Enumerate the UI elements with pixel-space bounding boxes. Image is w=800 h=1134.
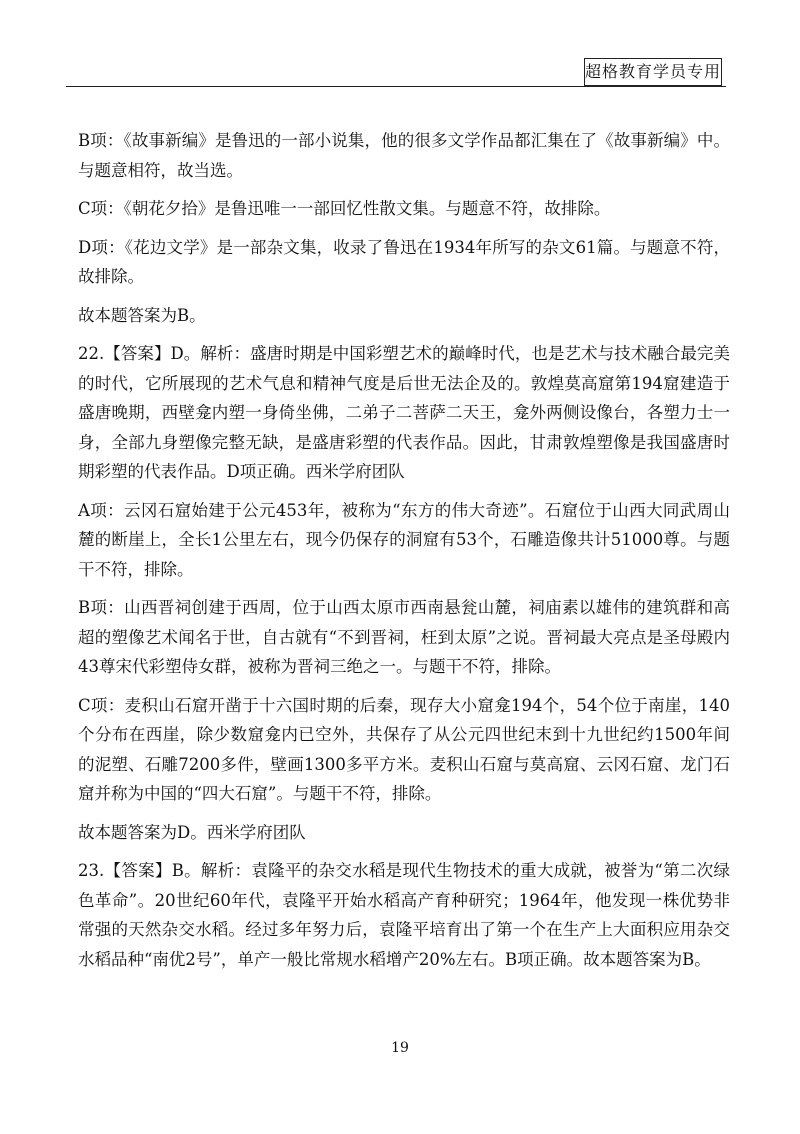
paragraph-c-option-maiji: C项：麦积山石窟开凿于十六国时期的后秦，现存大小窟龛194个，54个位于南崖，140个分布在西崖，除少数窟龛内已空外，共保存了从公元四世纪末到十九世纪约1500年间的泥塑、石雕7200多件，壁画1300多平方米。麦积山石窟与莫高窟、云冈石窟、龙门石窟并称为中国的“四大石窟”。与题干不符，排除。 <box>78 695 730 803</box>
header-rule <box>66 86 726 87</box>
paragraph-question-22: 22.【答案】D。解析：盛唐时期是中国彩塑艺术的巅峰时代，也是艺术与技术融合最完美的时代，它所展现的艺术气息和精神气度是后世无法企及的。敦煌莫高窟第194窟建造于盛唐晚期，西壁龛内塑一身倚坐佛，二弟子二菩萨二天王，龛外两侧设像台，各塑力士一身，全部九身塑像完整无缺，是盛唐彩塑的代表作品。因此，甘肃敦煌塑像是我国盛唐时期彩塑的代表作品。D项正确。西米学府团队 <box>78 344 730 481</box>
paragraph-b-option-gushi: B项：《故事新编》是鲁迅的一部小说集，他的很多文学作品都汇集在了《故事新编》中。与题意相符，故当选。 <box>78 131 730 180</box>
paragraph-d-option-huabian: D项：《花边文学》是一部杂文集，收录了鲁迅在1934年所写的杂文61篇。与题意不符，故排除。 <box>78 237 730 286</box>
paragraph-answer-22: 故本题答案为D。西米学府团队 <box>78 822 306 842</box>
header-label: 超格教育学员专用 <box>584 58 722 86</box>
document-body <box>78 126 730 983</box>
paragraph-answer-21: 故本题答案为B。 <box>78 305 206 325</box>
paragraph-c-option-zhaohua: C项：《朝花夕拾》是鲁迅唯一一部回忆性散文集。与题意不符，故排除。 <box>78 199 611 218</box>
paragraph-question-23: 23.【答案】B。解析：袁隆平的杂交水稻是现代生物技术的重大成就，被誉为“第二次绿色革命”。20世纪60年代，袁隆平开始水稻高产育种研究；1964年，他发现一株优势非常强的天然杂交水稻。经过多年努力后，袁隆平培育出了第一个在生产上大面积应用杂交水稻品种“南优2号”，单产一般比常规水稻增产20%左右。B项正确。故本题答案为B。 <box>78 861 730 969</box>
paragraph-b-option-jinci: B项：山西晋祠创建于西周，位于山西太原市西南悬瓮山麓，祠庙素以雄伟的建筑群和高超的塑像艺术闻名于世，自古就有“不到晋祠，枉到太原”之说。晋祠最大亮点是圣母殿内43尊宋代彩塑侍女群，被称为晋祠三绝之一。与题干不符，排除。 <box>78 598 730 676</box>
page-number: 19 <box>391 1040 409 1056</box>
paragraph-a-option-yungang: A项：云冈石窟始建于公元453年，被称为“东方的伟大奇迹”。石窟位于山西大同武周山麓的断崖上，全长1公里左右，现今仍保存的洞窟有53个，石雕造像共计51000尊。与题干不符，排除。 <box>78 500 730 579</box>
